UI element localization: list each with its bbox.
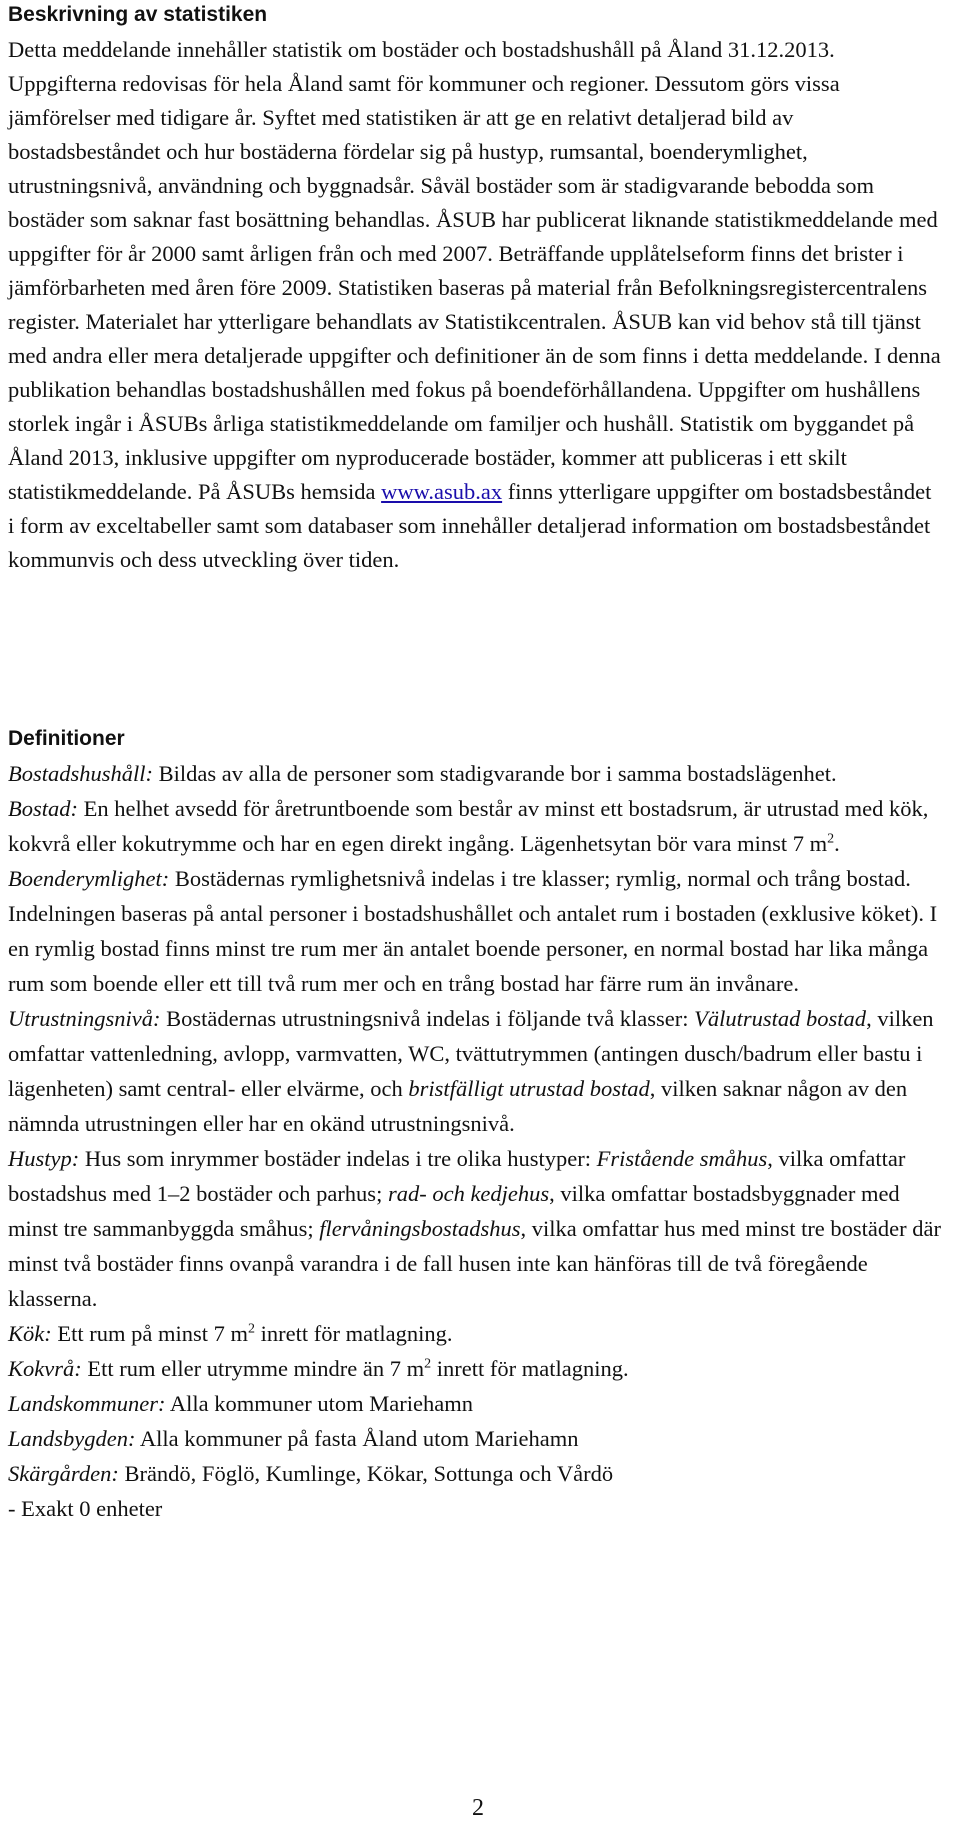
definition-exakt-noll: - Exakt 0 enheter bbox=[8, 1496, 163, 1521]
definition-text: Bildas av alla de personer som stadigvarande bor i samma bostadslägenhet. bbox=[153, 761, 837, 786]
description-text-part-1: Detta meddelande innehåller statistik om bostäder och bostadshushåll på Åland 31.12.2013. Uppgifterna redovisas för hela Åland samt för kommuner och regioner. Dessutom görs vissa jämförelser med tidigare år. Syftet med statistiken är att ge en relativt detaljerad bild av bostadsbeståndet och hur bostäderna fördelar sig på hustyp, rumsantal, boenderymlighet, utrustningsnivå, användning och byggnadsår. Såväl bostäder som är stadigvarande bebodda som bostäder som saknar fast bosättning behandlas. ÅSUB har publicerat liknande statistikmeddelande med uppgifter för år 2000 samt årligen från och med 2007. Beträffande upplåtelseform finns det brister i jämförbarheten med åren före 2009. Statistiken baseras på material från Befolkningsregistercentralens register. Materialet har ytterligare behandlats av Statistikcentralen. ÅSUB kan vid behov stå till tjänst med andra eller mera detaljerade uppgifter och definitioner än de som finns i detta meddelande. I denna publikation behandlas bostadshushållen med fokus på boendeförhållandena. Uppgifter om hushållens storlek ingår i ÅSUBs årliga statistikmeddelande om familjer och hushåll. Statistik om byggandet på Åland 2013, inklusive uppgifter om nyproducerade bostäder, kommer att publiceras i ett skilt statistikmeddelande. På ÅSUBs hemsida bbox=[8, 37, 941, 504]
definition-term: Utrustningsnivå: bbox=[8, 1006, 161, 1031]
definition-text-end: inrett för matlagning. bbox=[431, 1356, 629, 1381]
definition-bostadshushall bbox=[8, 756, 943, 791]
definition-text-end: inrett för matlagning. bbox=[255, 1321, 453, 1346]
definition-hustyp bbox=[8, 1141, 943, 1316]
section-heading-beskrivning: Beskrivning av statistiken bbox=[8, 3, 268, 26]
definition-boenderymlighet bbox=[8, 861, 943, 1001]
superscript-2: 2 bbox=[827, 831, 835, 847]
definition-term: Skärgården: bbox=[8, 1461, 119, 1486]
emphasis-flervaningsbostadshus: flervåningsbostadshus bbox=[319, 1216, 521, 1241]
definition-kokvra bbox=[8, 1351, 943, 1386]
page-number: 2 bbox=[472, 1795, 484, 1821]
definition-term: Hustyp: bbox=[8, 1146, 80, 1171]
definition-term: Landskommuner: bbox=[8, 1391, 166, 1416]
definition-term: Landsbygden: bbox=[8, 1426, 136, 1451]
definition-text: Alla kommuner utom Mariehamn bbox=[165, 1391, 473, 1416]
definition-text: , vilka omfattar bostadsbyggnader med minst tre sammanbyggda småhus; bbox=[8, 1181, 900, 1241]
section-heading-definitioner: Definitioner bbox=[8, 727, 125, 750]
definition-landskommuner bbox=[8, 1386, 943, 1421]
definition-text: , vilka omfattar hus med minst tre bostäder där minst två bostäder finns ovanpå varandra i de fall husen inte kan hänföras till de två föregående klasserna. bbox=[8, 1216, 941, 1311]
definition-kok bbox=[8, 1316, 943, 1351]
definition-text: Brändö, Föglö, Kumlinge, Kökar, Sottunga och Vårdö bbox=[118, 1461, 614, 1486]
definition-text: , vilka omfattar bostadshus med 1–2 bostäder och parhus; bbox=[8, 1146, 906, 1206]
emphasis-rad-och-kedjehus: rad- och kedjehus bbox=[387, 1181, 550, 1206]
definition-text: Alla kommuner på fasta Åland utom Mariehamn bbox=[135, 1426, 579, 1451]
definition-text: Ett rum eller utrymme mindre än 7 m bbox=[81, 1356, 425, 1381]
emphasis-bristfalligt-utrustad-bostad: bristfälligt utrustad bostad bbox=[408, 1076, 650, 1101]
emphasis-valutrustad-bostad: Välutrustad bostad bbox=[694, 1006, 867, 1031]
definition-term: Kokvrå: bbox=[8, 1356, 82, 1381]
definition-text: , vilken omfattar vattenledning, avlopp, varmvatten, WC, tvättutrymmen (antingen dusch/badrum eller bastu i lägenheten) samt central- eller elvärme, och bbox=[8, 1006, 934, 1101]
definition-term: Kök: bbox=[8, 1321, 52, 1346]
definition-text: Bostädernas rymlighetsnivå indelas i tre klasser; rymlig, normal och trång bostad. Indelningen baseras på antal personer i bostadshushållet och antalet rum i bostaden (exklusive köket). I en rymlig bostad finns minst tre rum mer än antalet boende personer, en normal bostad har lika många rum som boende eller ett till två rum mer och en trång bostad har färre rum än invånare. bbox=[8, 866, 938, 996]
document-page bbox=[8, 0, 948, 1831]
definitions-list bbox=[8, 756, 943, 1526]
description-paragraph bbox=[8, 33, 943, 577]
definition-bostad bbox=[8, 791, 943, 861]
definition-text: En helhet avsedd för åretruntboende som består av minst ett bostadsrum, är utrustad med kök, kokvrå eller kokutrymme och har en egen direkt ingång. Lägenhetsytan bör vara minst 7 m bbox=[8, 796, 929, 856]
description-text-part-2: finns ytterligare uppgifter om bostadsbeståndet i form av exceltabeller samt som databaser som innehåller detaljerad information om bostadsbeståndet kommunvis och dess utveckling över tiden. bbox=[8, 479, 932, 572]
definition-text: Bostädernas utrustningsnivå indelas i följande två klasser: bbox=[160, 1006, 695, 1031]
definition-utrustningsniva bbox=[8, 1001, 943, 1141]
definition-skargarden bbox=[8, 1456, 943, 1491]
emphasis-fristaende-smahus: Fristående småhus bbox=[596, 1146, 768, 1171]
definition-text: Hus som inrymmer bostäder indelas i tre olika hustyper: bbox=[79, 1146, 597, 1171]
definition-term: Boenderymlighet: bbox=[8, 866, 170, 891]
definition-term: Bostadshushåll: bbox=[8, 761, 154, 786]
superscript-2: 2 bbox=[248, 1321, 255, 1337]
definition-text: Ett rum på minst 7 m bbox=[51, 1321, 248, 1346]
definition-text: , vilken saknar någon av den nämnda utrustningen eller har en okänd utrustningsnivå. bbox=[8, 1076, 908, 1136]
asub-website-link[interactable]: www.asub.ax bbox=[381, 479, 503, 504]
definition-landsbygden bbox=[8, 1421, 943, 1456]
definition-text-end: . bbox=[834, 831, 840, 856]
superscript-2: 2 bbox=[424, 1356, 432, 1372]
definition-term: Bostad: bbox=[8, 796, 78, 821]
